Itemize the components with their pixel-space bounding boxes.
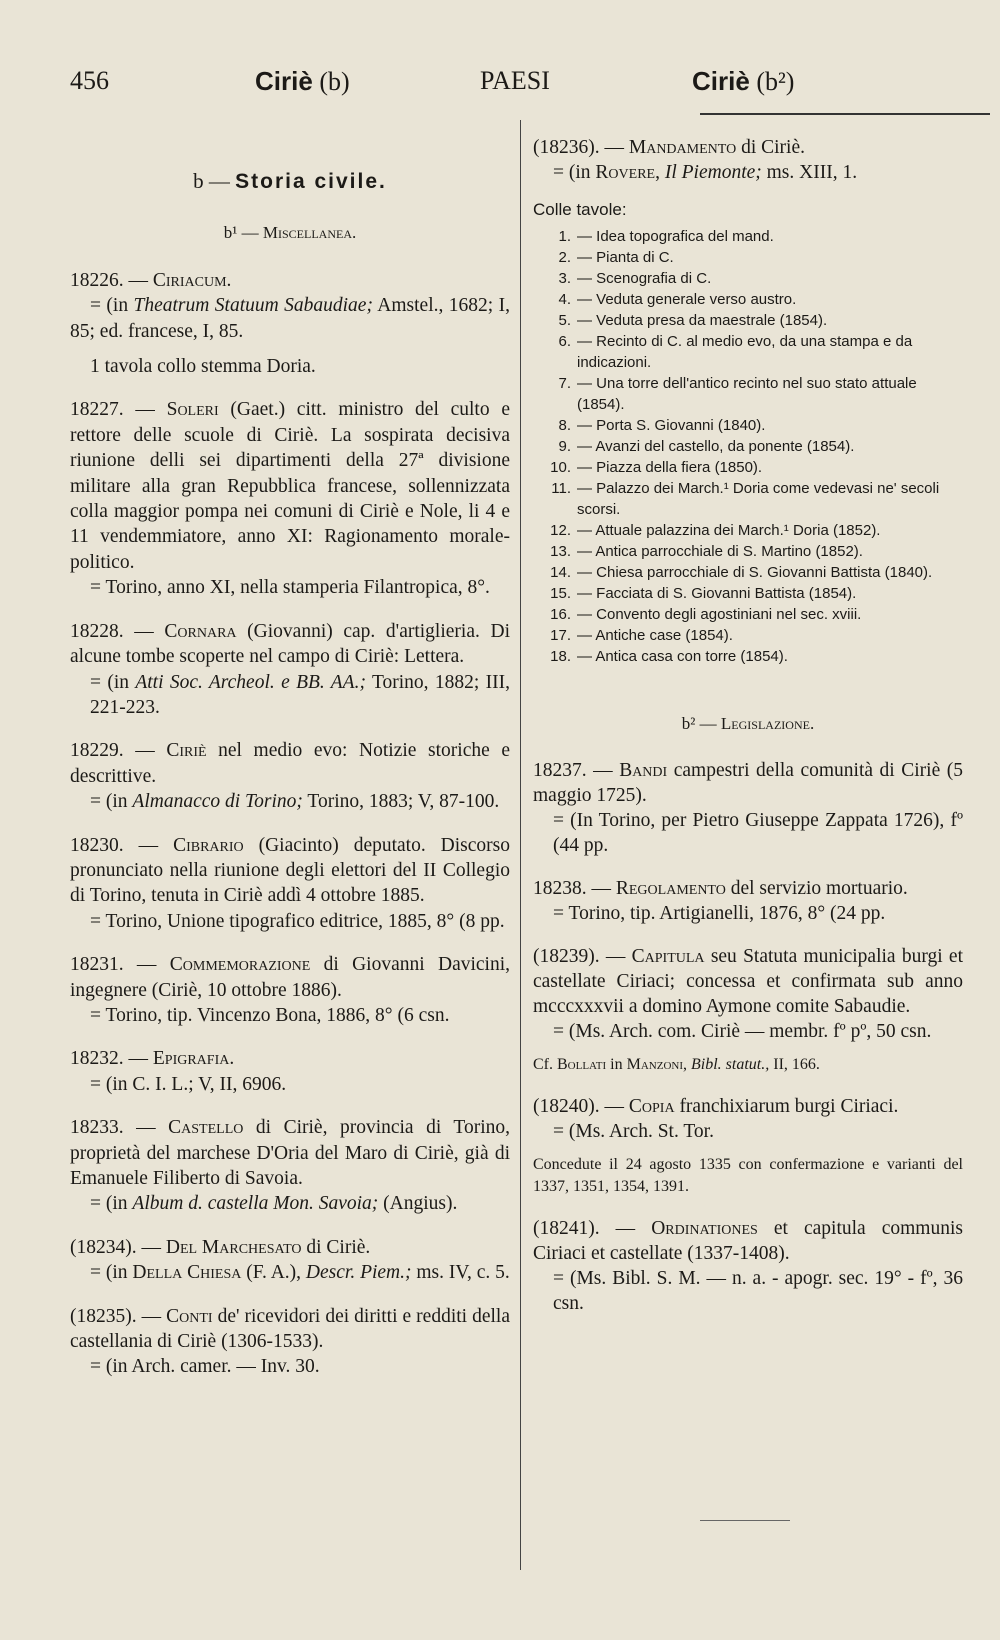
plate-title: — Scenografia di C. xyxy=(577,270,712,287)
ref-b: , xyxy=(655,162,665,183)
entry-18239 xyxy=(533,944,963,1076)
header-left-place: Ciriè xyxy=(255,66,313,96)
entry-text: nel medio evo: Notizie storiche e descrittive. xyxy=(70,740,511,787)
entry-number: 18233. — xyxy=(70,1117,169,1139)
ref-b: Torino, 1882; III, 221-223. xyxy=(90,671,510,718)
entry-number: (18235). — xyxy=(70,1305,167,1327)
ref-b: (F. A.), xyxy=(241,1262,306,1284)
entry-number: (18234). — xyxy=(70,1236,166,1258)
entry-number: 18232. — xyxy=(70,1048,153,1070)
entry-text: del servizio mortuario. xyxy=(725,878,908,899)
plate-title: — Una torre dell'antico recinto nel suo stato attuale (1854). xyxy=(577,375,917,413)
plate-title: — Pianta di C. xyxy=(577,249,674,266)
cf-b: in xyxy=(606,1056,627,1073)
plates-heading: Colle tavole: xyxy=(533,200,627,219)
entry-author: Ciriacum. xyxy=(152,269,232,291)
entry-author: Capitula xyxy=(631,946,705,967)
entry-ref: = Torino, tip. Vincenzo Bona, 1886, 8° (6 csn. xyxy=(90,1004,450,1026)
header-right-place: Ciriè xyxy=(692,66,750,96)
plate-item xyxy=(533,247,963,268)
section-prefix: b — xyxy=(193,169,236,193)
entry-ref xyxy=(70,670,510,721)
entry-text: di Ciriè, provincia di Torino, proprietà del marchese D'Oria del Maro di Ciriè, già di Emanuele Filiberto di Savoia. xyxy=(70,1117,511,1189)
plate-number: 11. xyxy=(551,480,571,497)
cf-c: , xyxy=(683,1056,692,1073)
plate-number: 16. xyxy=(550,606,571,623)
entry-ref: = (in C. I. L.; V, II, 6906. xyxy=(90,1073,287,1095)
plate-item xyxy=(533,625,963,646)
entry-ref: = Torino, Unione tipografico editrice, 1885, 8° (8 pp. xyxy=(90,910,505,932)
plate-number: 18. xyxy=(550,648,571,665)
entry-text: seu Statuta municipalia burgi et castellate Ciriaci; concessa et confirmata sub anno mcccxxxvii a domino Aymone comite Sabaudie. xyxy=(533,946,963,1017)
ref-author: Rovere xyxy=(595,162,656,183)
ref-title: Il Piemonte; xyxy=(664,162,762,183)
plate-number: 4. xyxy=(558,291,571,308)
entry-ref: = (Ms. Arch. com. Ciriè — membr. fº pº, 50 csn. xyxy=(553,1021,932,1042)
entry-18240 xyxy=(533,1094,963,1198)
plate-number: 6. xyxy=(558,333,571,350)
plate-item xyxy=(533,541,963,562)
plate-number: 3. xyxy=(558,270,571,287)
ref-a: = (in xyxy=(553,162,596,183)
entry-text: de' ricevidori dei diritti e redditi della castellania di Ciriè (1306-1533). xyxy=(70,1305,510,1353)
entry-author: Cibrario xyxy=(173,834,244,856)
entry-text: di Ciriè. xyxy=(301,1236,371,1258)
plate-item xyxy=(533,646,963,667)
entry-author: Commemorazione xyxy=(169,954,311,976)
plate-title: — Recinto di C. al medio evo, da una stampa e da indicazioni. xyxy=(577,333,913,371)
entry-number: 18227. — xyxy=(70,399,167,421)
plate-item xyxy=(533,457,963,478)
ref-a: = (in xyxy=(90,1262,133,1284)
header-right-suffix: (b²) xyxy=(756,67,795,96)
plate-number: 9. xyxy=(558,438,571,455)
entry-ref-title: Theatrum Statuum Sabaudiae; xyxy=(133,295,373,317)
plate-number: 2. xyxy=(558,249,571,266)
plate-number: 17. xyxy=(550,627,571,644)
header-left-title xyxy=(255,66,350,97)
plates-list xyxy=(533,226,963,667)
plate-number: 10. xyxy=(550,459,571,476)
plate-title: — Avanzi del castello, da ponente (1854). xyxy=(577,438,855,455)
entry-18237 xyxy=(533,758,963,858)
entry-author: Cornara xyxy=(164,620,237,642)
section-title-text: Storia civile. xyxy=(235,170,387,193)
entry-text: di Giovanni Davicini, ingegnere (Ciriè, 10 ottobre 1886). xyxy=(70,954,511,1001)
entry-text: et capitula communis Ciriaci et castellate (1337-1408). xyxy=(533,1218,963,1264)
plate-title: — Facciata di S. Giovanni Battista (1854). xyxy=(577,585,857,602)
plate-title: — Chiesa parrocchiale di S. Giovanni Battista (1840). xyxy=(577,564,933,581)
entry-ref: = (Ms. Arch. St. Tor. xyxy=(553,1121,714,1142)
cf-author: Bollati xyxy=(557,1056,607,1073)
entry-note: Concedute il 24 agosto 1335 con confermazione e varianti del 1337, 1351, 1354, 1391. xyxy=(533,1156,963,1195)
entry-ref xyxy=(533,160,963,185)
plate-item xyxy=(533,268,963,289)
entry-18226 xyxy=(70,268,510,380)
entry-number: 18231. — xyxy=(70,954,170,976)
entry-18230 xyxy=(70,833,510,935)
header-right-title xyxy=(692,66,794,97)
entry-18241 xyxy=(533,1216,963,1316)
entry-number: 18229. — xyxy=(70,740,167,762)
plate-item xyxy=(533,583,963,604)
plate-number: 12. xyxy=(550,522,571,539)
plate-title: — Idea topografica del mand. xyxy=(577,228,774,245)
entry-text: campestri della comunità di Ciriè (5 maggio 1725). xyxy=(533,760,964,806)
ref-b: Torino, 1883; V, 87-100. xyxy=(302,791,500,813)
end-rule xyxy=(700,1520,790,1521)
ref-author: Della Chiesa xyxy=(132,1262,242,1284)
entry-author: Del Marchesato xyxy=(165,1236,302,1258)
entry-ref-rest: Amstel., 1682; I, 85; ed. francese, I, 85. xyxy=(70,295,510,342)
entry-author: Soleri xyxy=(166,399,219,421)
plate-number: 5. xyxy=(558,312,571,329)
plate-title: — Palazzo dei March.¹ Doria come vedevasi ne' secoli scorsi. xyxy=(577,480,940,518)
entry-text: (Gaet.) citt. ministro del culto e rettore delle scuole di Ciriè. La sospirata decisiva riunione delli sei dipartimenti della 27ª divisione militare alla gran Repubblica francese, sollennizzata colla maggior pompa nei comuni di Ciriè e Nole, li 4 e 11 vendemmiatore, anno XI: Ragionamento morale-politico. xyxy=(70,399,510,573)
plate-title: — Veduta generale verso austro. xyxy=(577,291,797,308)
entry-18235 xyxy=(70,1304,510,1380)
entry-ref: = Torino, tip. Artigianelli, 1876, 8° (24 pp. xyxy=(553,903,886,924)
entry-number: 18230. — xyxy=(70,834,174,856)
ref-a: = (in xyxy=(90,1193,133,1215)
entry-ref: = (in Arch. camer. — Inv. 30. xyxy=(90,1356,320,1378)
left-column xyxy=(70,135,510,1398)
ref-a: = (in xyxy=(90,671,136,693)
subsection-prefix: b¹ — xyxy=(223,223,263,243)
plate-item xyxy=(533,310,963,331)
plate-title: — Antica parrocchiale di S. Martino (1852). xyxy=(577,543,863,560)
ref-title: Descr. Piem.; xyxy=(305,1262,412,1284)
subsection-title xyxy=(70,220,510,245)
section-title xyxy=(70,169,510,194)
plate-title: — Piazza della fiera (1850). xyxy=(577,459,763,476)
entry-18233 xyxy=(70,1115,510,1217)
plate-number: 14. xyxy=(550,564,571,581)
plate-title: — Convento degli agostiniani nel sec. xviii. xyxy=(577,606,862,623)
plate-number: 7. xyxy=(558,375,571,392)
entry-ref xyxy=(70,1191,510,1216)
entry-author: Ciriè xyxy=(166,740,207,762)
plate-title: — Attuale palazzina dei March.¹ Doria (1852). xyxy=(577,522,881,539)
plate-number: 8. xyxy=(558,417,571,434)
entry-ref: = (in xyxy=(90,295,134,317)
ref-c: ms. XIII, 1. xyxy=(761,162,858,183)
plate-title: — Antica casa con torre (1854). xyxy=(577,648,788,665)
entry-ref xyxy=(70,789,510,814)
entry-18228 xyxy=(70,619,510,721)
subsection-text: Miscellanea. xyxy=(262,223,357,243)
running-header xyxy=(70,66,950,106)
cf-d: II, 166. xyxy=(769,1056,820,1073)
entry-number: 18238. — xyxy=(533,878,616,899)
subsection-title-legislazione xyxy=(533,711,963,736)
plate-title: — Antiche case (1854). xyxy=(577,627,733,644)
plate-item xyxy=(533,226,963,247)
entry-number: (18239). — xyxy=(533,946,632,967)
entry-author: Regolamento xyxy=(615,878,726,899)
header-left-suffix: (b) xyxy=(319,67,350,96)
entry-ref: = Torino, anno XI, nella stamperia Filantropica, 8°. xyxy=(90,577,490,599)
plate-item xyxy=(533,436,963,457)
entry-text: (Giovanni) cap. d'artiglieria. Di alcune tombe scoperte nel campo di Ciriè: Lettera. xyxy=(70,620,510,668)
header-center-title: PAESI xyxy=(480,66,550,95)
right-column xyxy=(533,135,963,1334)
entry-text: di Ciriè. xyxy=(736,137,805,158)
ref-a: = (in xyxy=(90,791,133,813)
header-rule xyxy=(700,113,990,115)
plate-number: 1. xyxy=(558,228,571,245)
cf-author-2: Manzoni xyxy=(626,1056,684,1073)
subsection-prefix: b² — xyxy=(681,714,721,733)
entry-18227 xyxy=(70,397,510,600)
entry-note: 1 tavola collo stemma Doria. xyxy=(90,356,316,378)
plate-title: — Veduta presa da maestrale (1854). xyxy=(577,312,828,329)
cf-title: Bibl. statut., xyxy=(691,1056,770,1073)
plate-item xyxy=(533,289,963,310)
entry-text: franchixiarum burgi Ciriaci. xyxy=(674,1096,899,1117)
entry-ref: = (Ms. Bibl. S. M. — n. a. - apogr. sec. 19° - fº, 36 csn. xyxy=(553,1268,963,1314)
entry-ref: = (In Torino, per Pietro Giuseppe Zappata 1726), fº (44 pp. xyxy=(553,810,963,856)
ref-c: ms. IV, c. 5. xyxy=(411,1262,510,1284)
plate-title: — Porta S. Giovanni (1840). xyxy=(577,417,766,434)
ref-title: Album d. castella Mon. Savoia; xyxy=(132,1193,379,1215)
entry-author: Castello xyxy=(168,1117,244,1139)
entry-author: Conti xyxy=(166,1305,213,1327)
page-number: 456 xyxy=(70,66,109,95)
entry-number: 18228. — xyxy=(70,620,165,642)
column-divider xyxy=(520,120,521,1570)
ref-title: Atti Soc. Archeol. e BB. AA.; xyxy=(135,671,366,693)
entry-18231 xyxy=(70,952,510,1028)
entry-text: (Giacinto) deputato. Discorso pronunciato nella riunione degli elettori del II Collegio di Torino, tenuta in Ciriè addì 4 ottobre 1885. xyxy=(70,834,511,907)
plate-item xyxy=(533,373,963,415)
plate-item xyxy=(533,520,963,541)
entry-author: Copia xyxy=(628,1096,675,1117)
ref-b: (Angius). xyxy=(378,1193,458,1215)
plate-item xyxy=(533,415,963,436)
ref-title: Almanacco di Torino; xyxy=(132,791,303,813)
entry-number: 18226. — xyxy=(70,269,153,291)
plate-item xyxy=(533,562,963,583)
entry-author: Epigrafia. xyxy=(152,1048,235,1070)
entry-author: Mandamento xyxy=(628,137,737,158)
entry-author: Bandi xyxy=(619,760,668,781)
entry-number: (18241). — xyxy=(533,1218,652,1239)
entry-18232 xyxy=(70,1046,510,1097)
cf-a: Cf. xyxy=(533,1056,557,1073)
plate-number: 13. xyxy=(550,543,571,560)
plate-number: 15. xyxy=(550,585,571,602)
entry-18236 xyxy=(533,135,963,185)
plate-item xyxy=(533,604,963,625)
entry-author: Ordinationes xyxy=(651,1218,758,1239)
entry-number: (18236). — xyxy=(533,137,629,158)
entry-number: 18237. — xyxy=(533,760,620,781)
subsection-text: Legislazione. xyxy=(720,714,815,733)
entry-18234 xyxy=(70,1235,510,1286)
entry-ref xyxy=(70,1260,510,1285)
entry-number: (18240). — xyxy=(533,1096,629,1117)
entry-18229 xyxy=(70,738,510,814)
plate-item xyxy=(533,331,963,373)
plate-item xyxy=(533,478,963,520)
entry-cf xyxy=(533,1054,963,1076)
entry-18238 xyxy=(533,876,963,926)
